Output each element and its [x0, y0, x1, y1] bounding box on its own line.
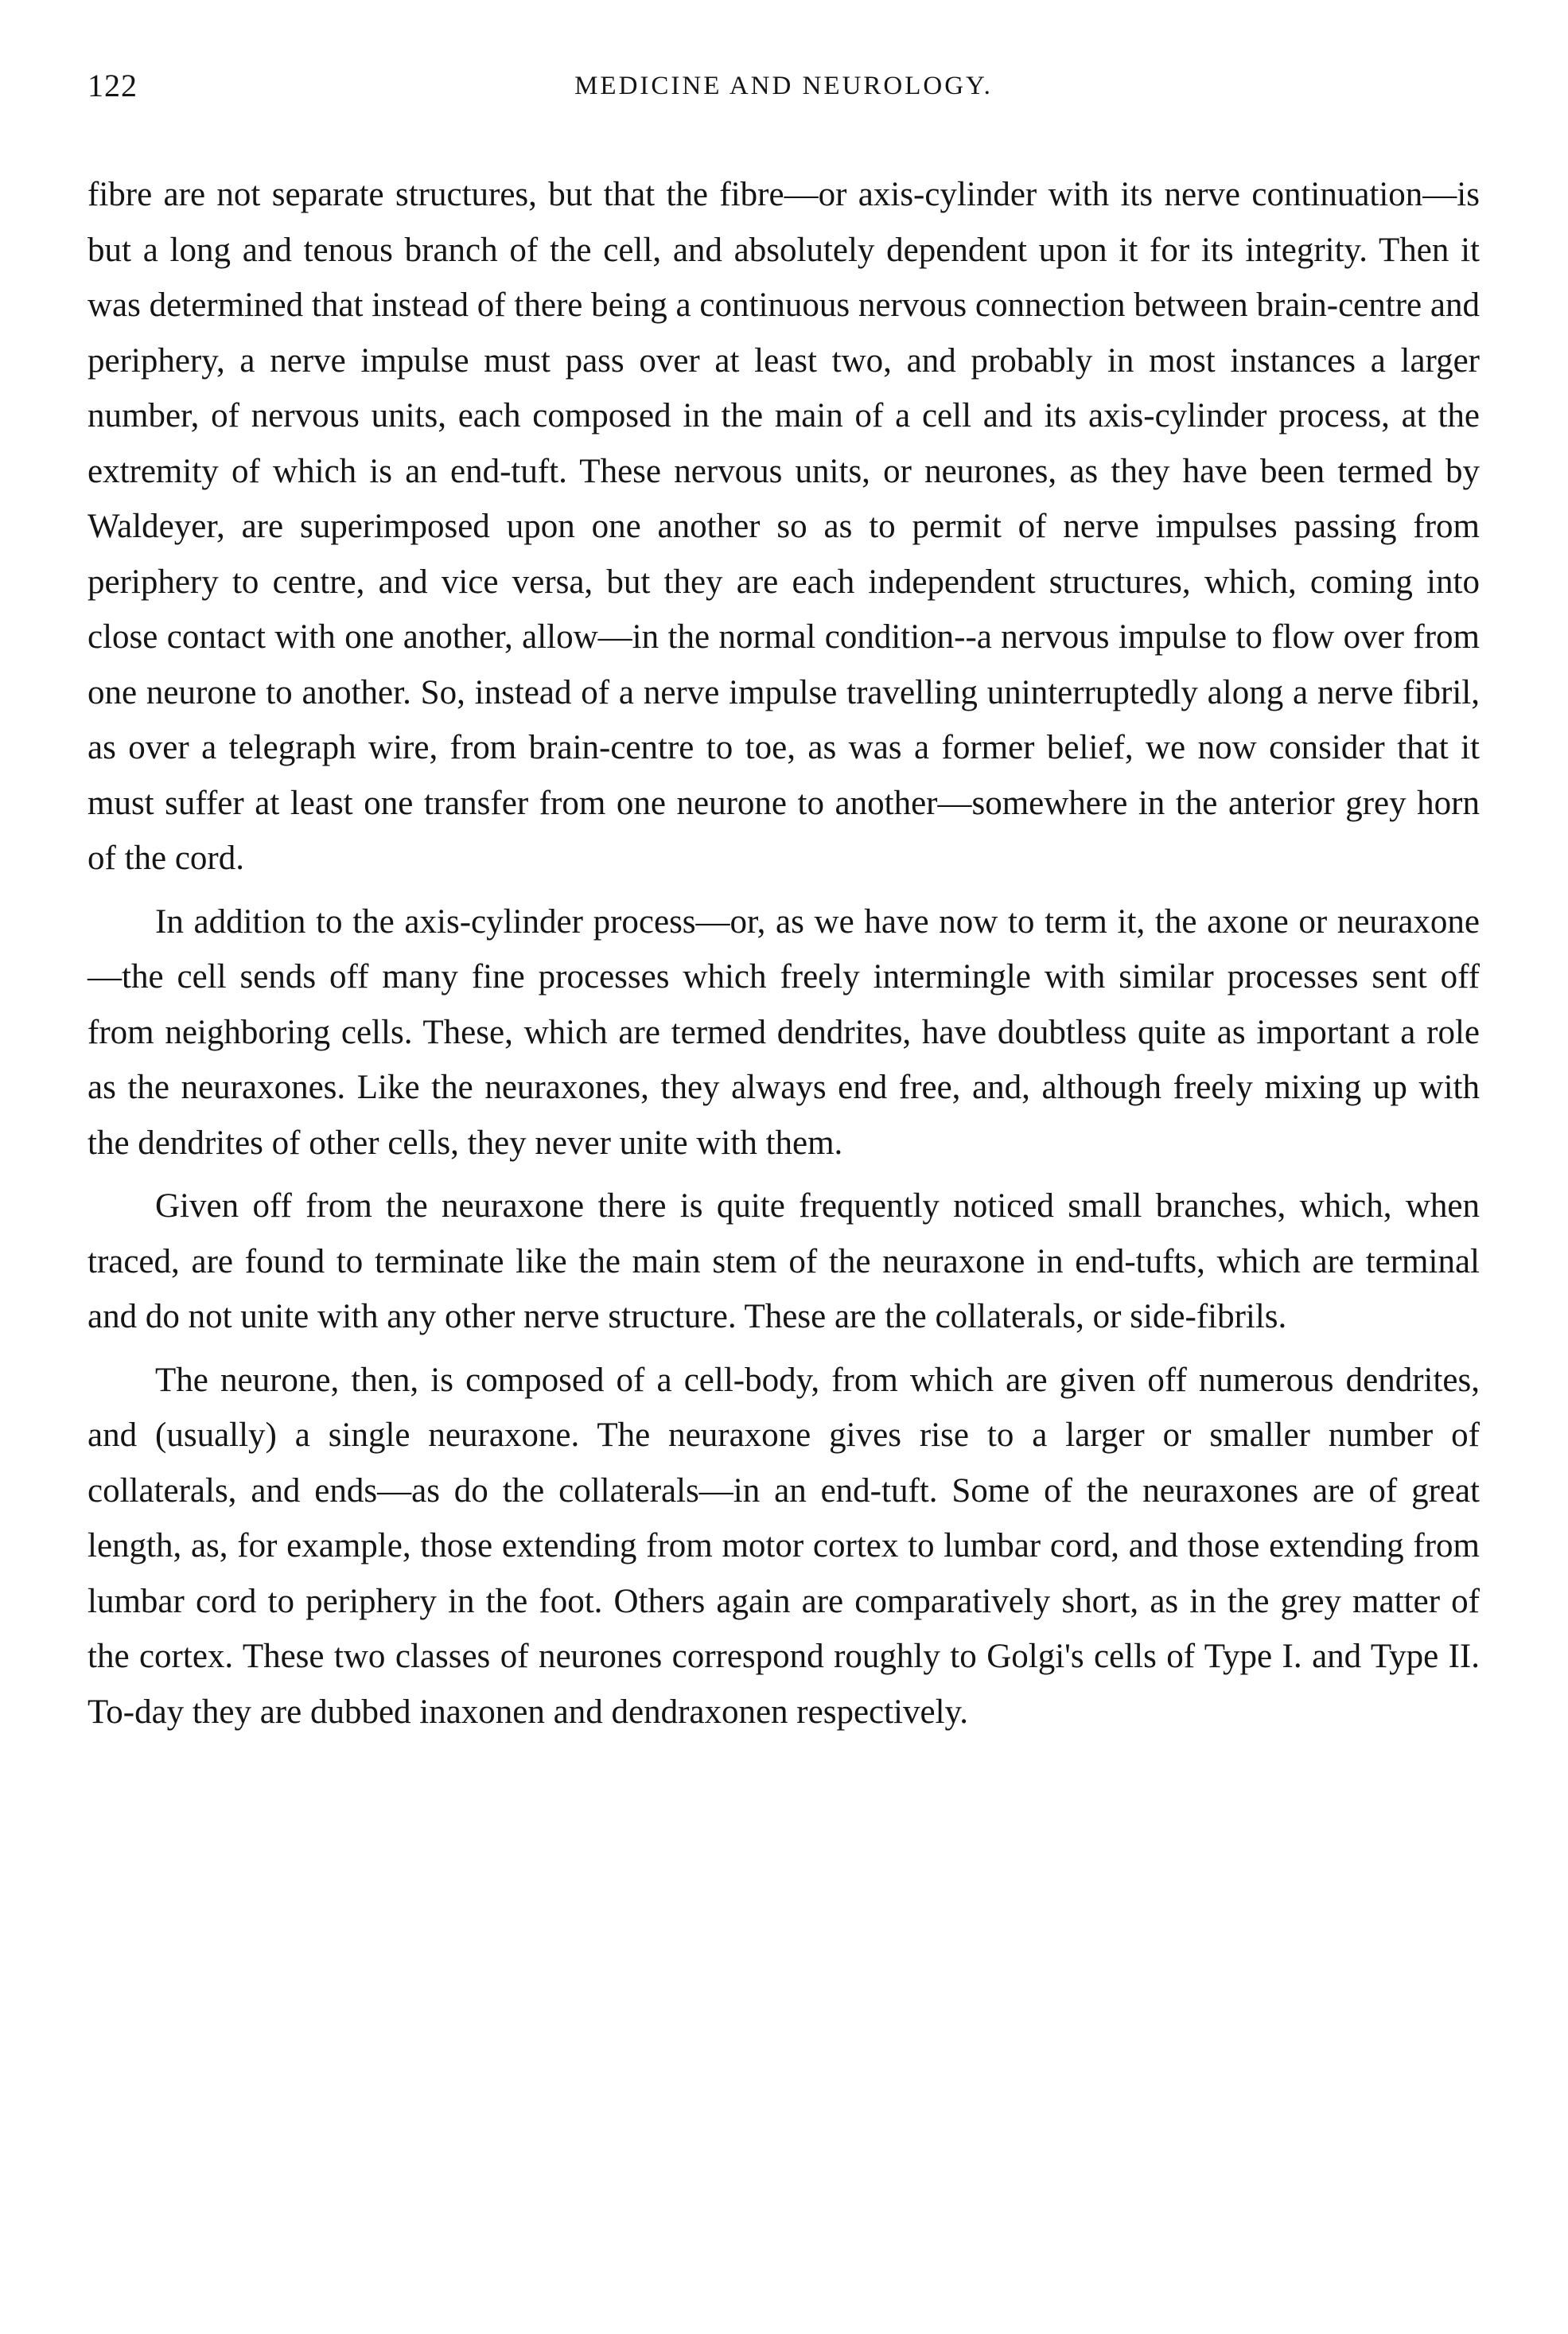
- running-title: MEDICINE AND NEUROLOGY.: [574, 72, 993, 100]
- running-head: [88, 67, 1480, 115]
- paragraph-collaterals: Given off from the neuraxone there is quite frequently noticed small branches, which, when traced, are found to terminate like the main stem of the neuraxone in end-tufts, which are terminal and do not unite with any other nerve structure. These are the collaterals, or side-fibrils.: [88, 1187, 1480, 1335]
- page-number: 122: [88, 68, 138, 103]
- paragraph-axone-dendrites: In addition to the axis-cylinder process—or, as we have now to term it, the axone or neuraxone—the cell sends off many fine processes which freely intermingle with similar processes sent off from neighboring cells. These, which are termed dendrites, have doubtless quite as important a role as the neuraxones. Like the neuraxones, they always end free, and, although freely mixing up with the dendrites of other cells, they never unite with them.: [88, 902, 1480, 1162]
- paragraph-neurone-summary: The neurone, then, is composed of a cell-body, from which are given off numerous dendrites, and (usually) a single neuraxone. The neuraxone gives rise to a larger or smaller number of collaterals, and ends—as do the collaterals—in an end-tuft. Some of the neuraxones are of great length, as, for example, those extending from motor cortex to lumbar cord, and those extending from lumbar cord to periphery in the foot. Others again are comparatively short, as in the grey matter of the cortex. These two classes of neurones correspond roughly to Golgi's cells of Type I. and Type II. To-day they are dubbed inaxonen and dendraxonen respectively.: [88, 1361, 1480, 1731]
- body-text: [88, 167, 1480, 1740]
- paragraph-continued: fibre are not separate structures, but that the fibre—or axis-cylinder with its nerve continuation—is but a long and tenous branch of the cell, and absolutely dependent upon it for its integrity. Then it was determined that instead of there being a continuous nervous connection between brain-centre and periphery, a nerve impulse must pass over at least two, and probably in most instances a larger number, of nervous units, each composed in the main of a cell and its axis-cylinder process, at the extremity of which is an end-tuft. These nervous units, or neurones, as they have been termed by Waldeyer, are superimposed upon one another so as to permit of nerve impulses passing from periphery to centre, and vice versa, but they are each independent structures, which, coming into close contact with one another, allow—in the normal condition--a nervous impulse to flow over from one neurone to another. So, instead of a nerve impulse travelling uninterruptedly along a nerve fibril, as over a telegraph wire, from brain-centre to toe, as was a former belief, we now consider that it must suffer at least one transfer from one neurone to another—somewhere in the anterior grey horn of the cord.: [88, 176, 1480, 877]
